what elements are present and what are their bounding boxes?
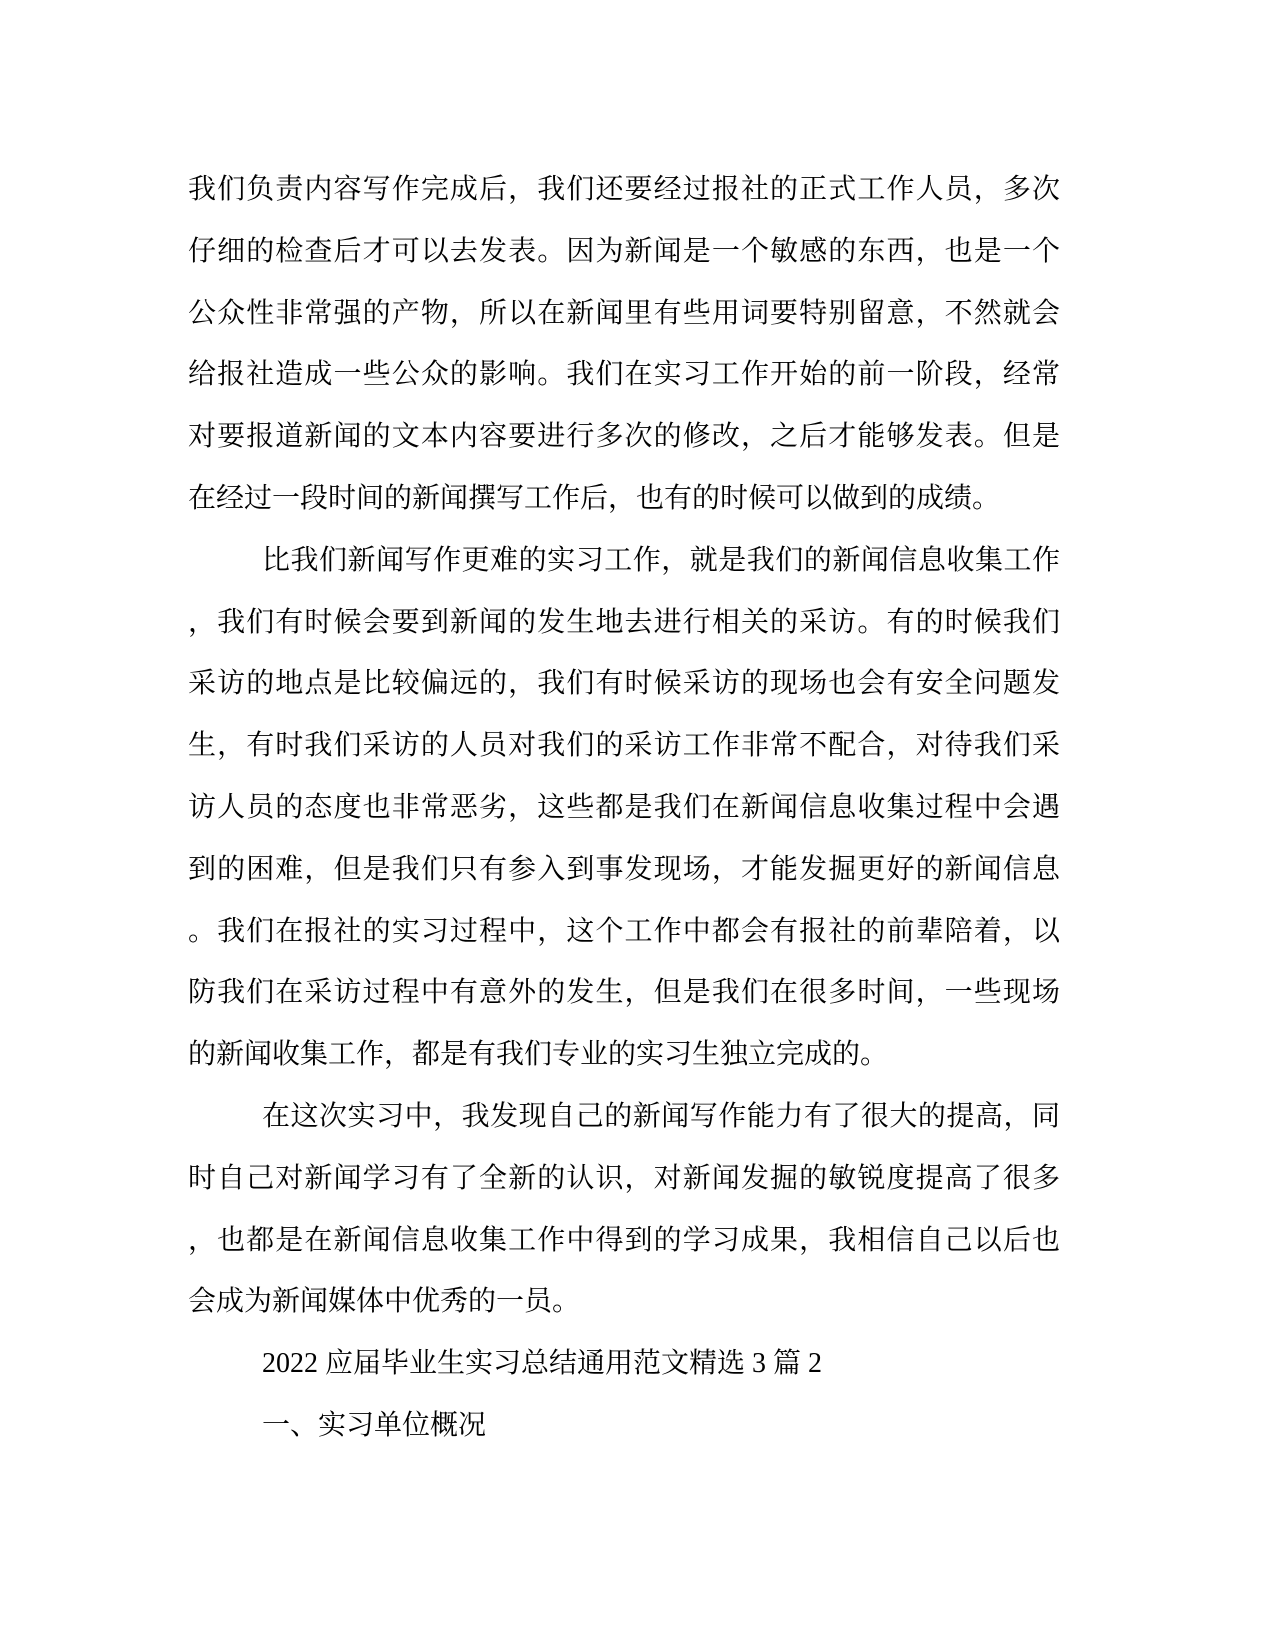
text-line: 会成为新闻媒体中优秀的一员。 [188,1286,581,1318]
document-text-block [188,159,1060,1457]
section-title-line: 2022 应届毕业生实习总结通用范文精选 3 篇 2 [262,1348,823,1380]
text-line: 比我们新闻写作更难的实习工作，就是我们的新闻信息收集工作 [262,544,1060,576]
text-line: 公众性非常强的产物，所以在新闻里有些用词要特别留意，不然就会 [188,297,1060,329]
text-line: 采访的地点是比较偏远的，我们有时候采访的现场也会有安全问题发 [188,668,1060,700]
text-line: ，也都是在新闻信息收集工作中得到的学习成果，我相信自己以后也 [188,1224,1060,1256]
text-line: 时自己对新闻学习有了全新的认识，对新闻发掘的敏锐度提高了很多 [188,1162,1060,1194]
text-line: 的新闻收集工作，都是有我们专业的实习生独立完成的。 [188,1039,889,1071]
text-line: 在经过一段时间的新闻撰写工作后，也有的时候可以做到的成绩。 [188,482,1001,514]
text-line: 仔细的检查后才可以去发表。因为新闻是一个敏感的东西，也是一个 [188,235,1060,267]
text-line: 。我们在报社的实习过程中，这个工作中都会有报社的前辈陪着，以 [188,915,1060,947]
text-line: 我们负责内容写作完成后，我们还要经过报社的正式工作人员，多次 [188,174,1060,205]
text-line: 访人员的态度也非常恶劣，这些都是我们在新闻信息收集过程中会遇 [188,791,1060,823]
text-line: 对要报道新闻的文本内容要进行多次的修改，之后才能够发表。但是 [188,421,1060,453]
text-line: 生，有时我们采访的人员对我们的采访工作非常不配合，对待我们采 [188,730,1060,762]
text-line: 到的困难，但是我们只有参入到事发现场，才能发掘更好的新闻信息 [188,853,1060,885]
text-line: 给报社造成一些公众的影响。我们在实习工作开始的前一阶段，经常 [188,359,1060,391]
section-heading-line: 一、实习单位概况 [262,1409,487,1441]
text-line: ，我们有时候会要到新闻的发生地去进行相关的采访。有的时候我们 [188,606,1060,638]
text-line: 在这次实习中，我发现自己的新闻写作能力有了很大的提高，同 [262,1100,1060,1132]
text-line: 防我们在采访过程中有意外的发生，但是我们在很多时间，一些现场 [188,977,1060,1009]
